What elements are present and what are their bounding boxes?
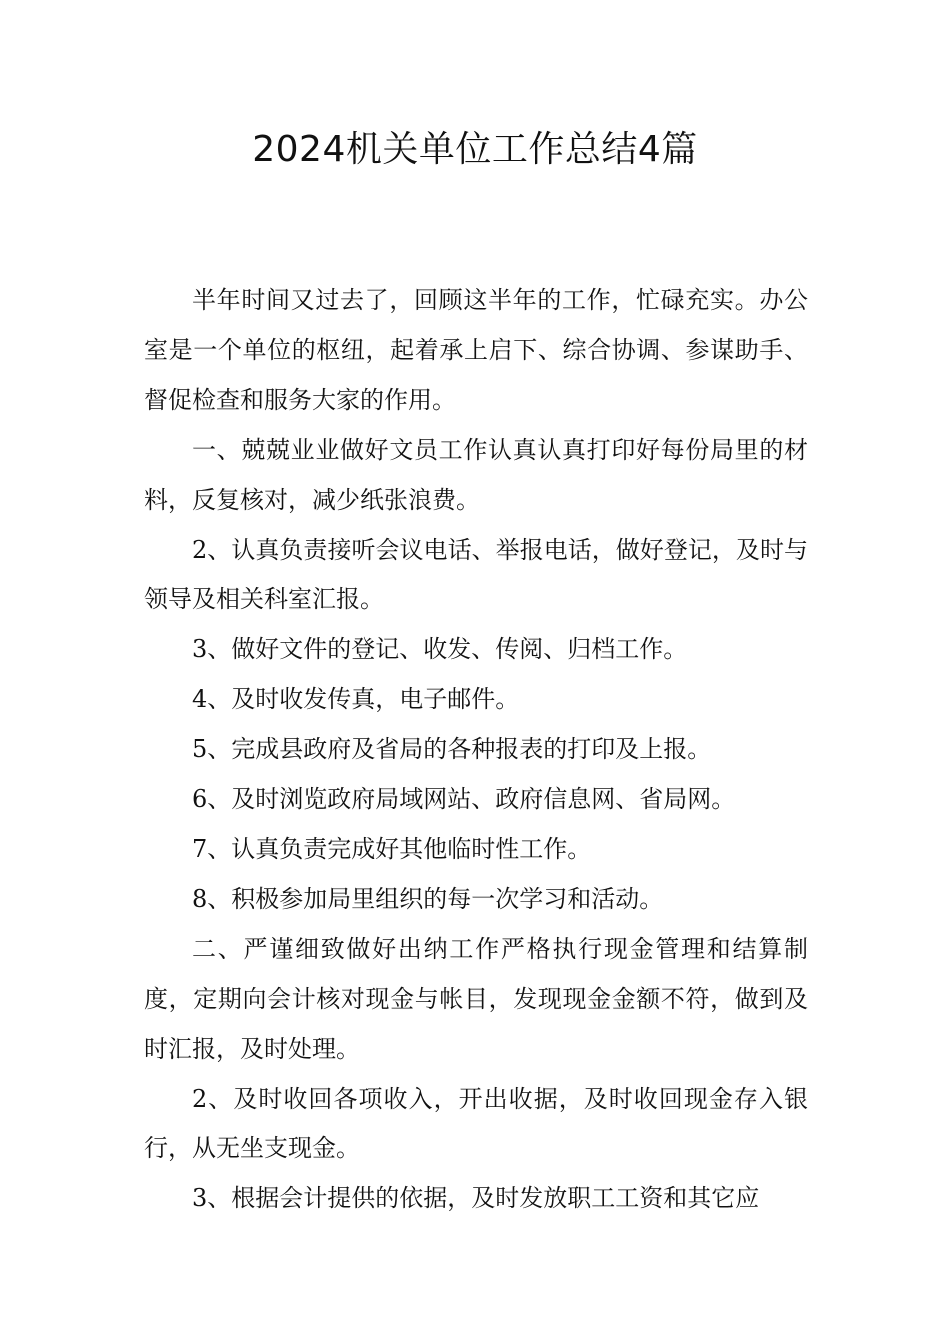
paragraph: 5、完成县政府及省局的各种报表的打印及上报。 [192, 735, 712, 764]
document-body [144, 276, 808, 1224]
paragraph: 6、及时浏览政府局域网站、政府信息网、省局网。 [192, 785, 736, 814]
document-title: 2024机关单位工作总结4篇 [252, 129, 698, 170]
paragraph: 3、根据会计提供的依据，及时发放职工工资和其它应 [192, 1184, 760, 1213]
paragraph: 2、认真负责接听会议电话、举报电话，做好登记，及时与领导及相关科室汇报。 [144, 535, 808, 614]
paragraph: 半年时间又过去了，回顾这半年的工作，忙碌充实。办公室是一个单位的枢纽，起着承上启下、综合协调、参谋助手、督促检查和服务大家的作用。 [144, 286, 808, 414]
paragraph: 2、及时收回各项收入，开出收据，及时收回现金存入银行，从无坐支现金。 [144, 1084, 808, 1163]
paragraph: 一、兢兢业业做好文员工作认真认真打印好每份局里的材料，反复核对，减少纸张浪费。 [144, 435, 808, 514]
paragraph: 8、积极参加局里组织的每一次学习和活动。 [192, 884, 664, 913]
paragraph: 二、严谨细致做好出纳工作严格执行现金管理和结算制度，定期向会计核对现金与帐目，发现现金金额不符，做到及时汇报，及时处理。 [144, 934, 808, 1063]
paragraph: 3、做好文件的登记、收发、传阅、归档工作。 [192, 635, 688, 664]
paragraph: 4、及时收发传真，电子邮件。 [192, 685, 520, 714]
paragraph: 7、认真负责完成好其他临时性工作。 [192, 834, 592, 863]
